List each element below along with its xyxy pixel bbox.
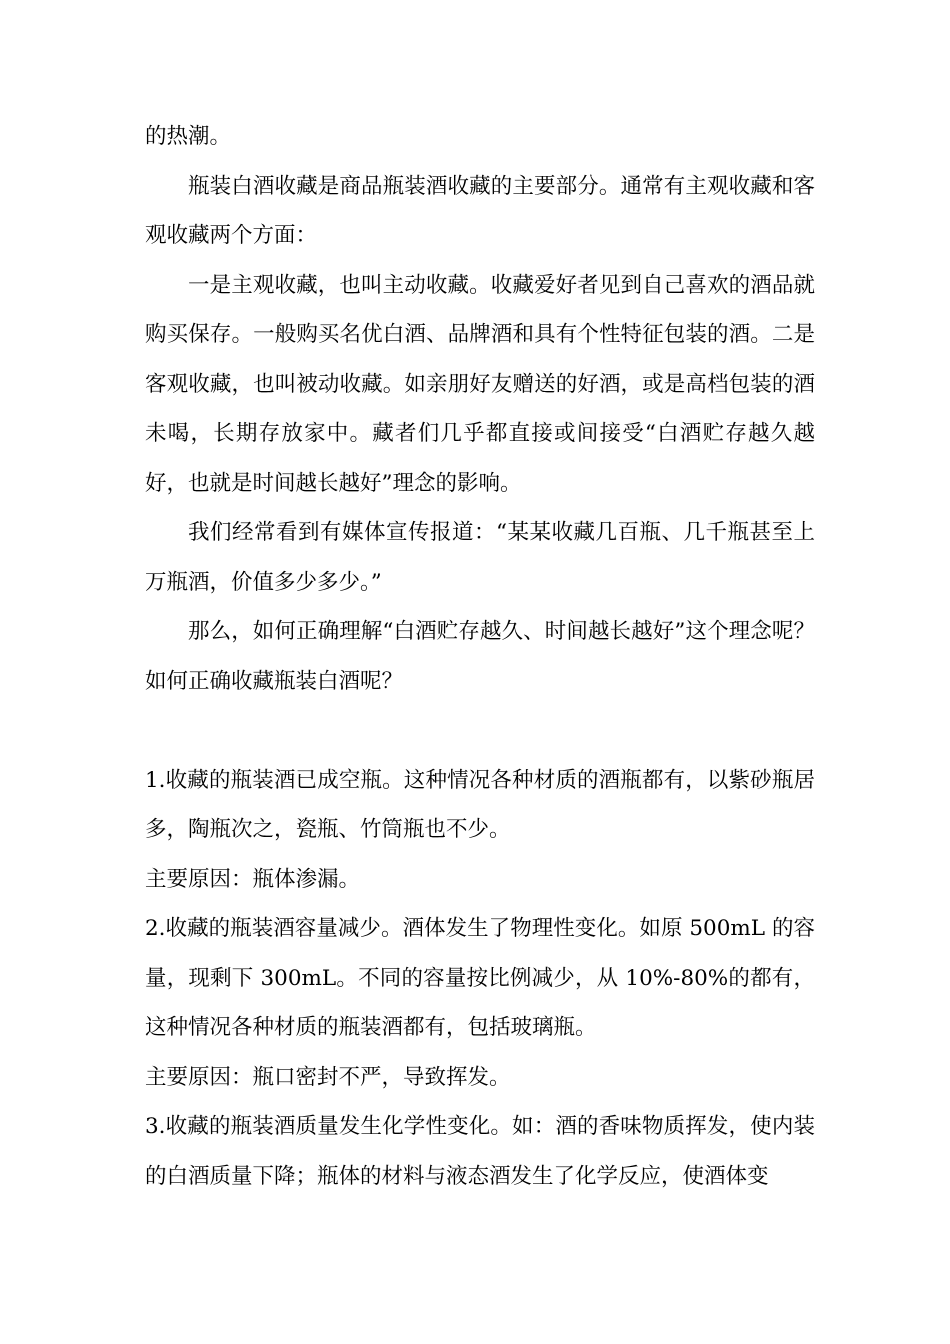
list-item-1: 1.收藏的瓶装酒已成空瓶。这种情况各种材质的酒瓶都有，以紫砂瓶居多，陶瓶次之，瓷瓶、竹筒瓶也不少。	[145, 767, 815, 842]
list-item-2: 2.收藏的瓶装酒容量减少。酒体发生了物理性变化。如原 500mL 的容量，现剩下 300mL。不同的容量按比例减少，从 10%-80%的都有，这种情况各种材质的瓶装酒都有，包括玻璃瓶。	[145, 916, 815, 1040]
list-item-2-cause: 主要原因：瓶口密封不严，导致挥发。	[145, 1064, 511, 1090]
paragraph-collection-types: 一是主观收藏，也叫主动收藏。收藏爱好者见到自己喜欢的酒品就购买保存。一般购买名优白酒、品牌酒和具有个性特征包装的酒。二是客观收藏，也叫被动收藏。如亲朋好友赠送的好酒，或是高档包装的酒未喝，长期存放家中。藏者们几乎都直接或间接受“白酒贮存越久越好，也就是时间越长越好”理念的影响。	[145, 272, 815, 496]
paragraph-question: 那么，如何正确理解“白酒贮存越久、时间越长越好”这个理念呢？如何正确收藏瓶装白酒呢？	[145, 619, 815, 694]
list-item-3: 3.收藏的瓶装酒质量发生化学性变化。如：酒的香味物质挥发，使内装的白酒质量下降；瓶体的材料与液态酒发生了化学反应，使酒体变	[145, 1114, 815, 1189]
paragraph-intro: 瓶装白酒收藏是商品瓶装酒收藏的主要部分。通常有主观收藏和客观收藏两个方面：	[145, 173, 815, 248]
document-body	[145, 112, 815, 1201]
paragraph-media-reports: 我们经常看到有媒体宣传报道：“某某收藏几百瓶、几千瓶甚至上万瓶酒，价值多少多少。”	[145, 520, 815, 595]
blank-line	[145, 706, 815, 756]
list-item-1-cause: 主要原因：瓶体渗漏。	[145, 866, 361, 892]
paragraph-continuation: 的热潮。	[145, 124, 232, 149]
